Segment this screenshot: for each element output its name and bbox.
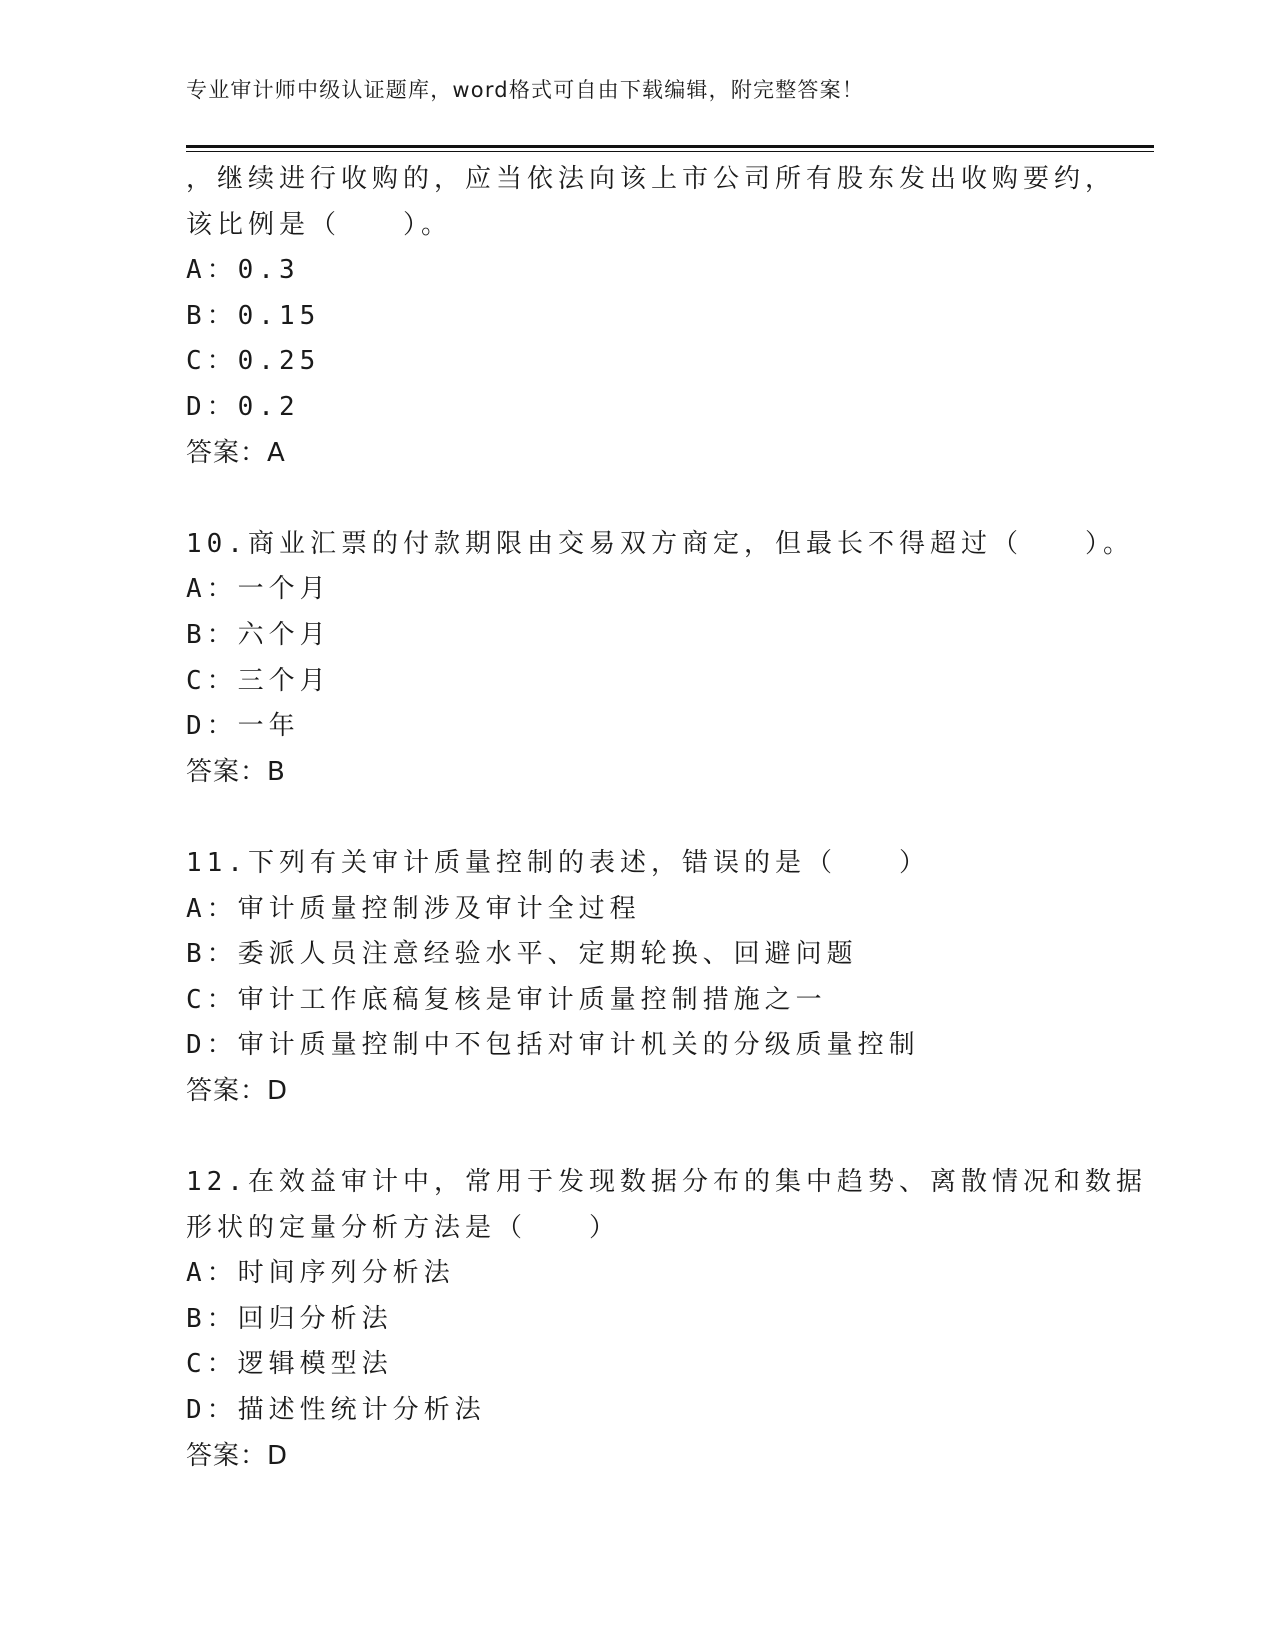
spacer — [186, 476, 1146, 522]
answer-label: 答案：A — [186, 437, 286, 468]
option-d: D：一年 — [186, 711, 300, 742]
option-c: C：审计工作底稿复核是审计质量控制措施之一 — [186, 984, 827, 1015]
question-text-line: 10.商业汇票的付款期限由交易双方商定，但最长不得超过（ ）。 — [186, 528, 1134, 559]
spacer — [186, 795, 1146, 841]
option-b: B：六个月 — [186, 619, 331, 650]
question-text-line: 形状的定量分析方法是（ ） — [186, 1212, 621, 1243]
option-a: A：时间序列分析法 — [186, 1258, 455, 1289]
option-d: D：审计质量控制中不包括对审计机关的分级质量控制 — [186, 1030, 920, 1061]
question-12 — [186, 1160, 1146, 1479]
page-header: 专业审计师中级认证题库，word格式可自由下载编辑，附完整答案！ — [186, 78, 865, 102]
option-a: A：审计质量控制涉及审计全过程 — [186, 893, 641, 924]
option-a: A：一个月 — [186, 574, 331, 605]
option-b: B：回归分析法 — [186, 1303, 393, 1334]
option-b: B：委派人员注意经验水平、定期轮换、回避问题 — [186, 939, 858, 970]
option-a: A：0.3 — [186, 255, 300, 286]
question-text-line: 12.在效益审计中，常用于发现数据分布的集中趋势、离散情况和数据 — [186, 1167, 1147, 1198]
question-list — [186, 157, 1146, 1479]
option-d: D：0.2 — [186, 391, 300, 422]
answer-label: 答案：D — [186, 1075, 289, 1106]
question-text-line: ，继续进行收购的，应当依法向该上市公司所有股东发出收购要约， — [186, 164, 1117, 194]
answer-label: 答案：D — [186, 1440, 289, 1471]
answer-label: 答案：B — [186, 756, 286, 787]
spacer — [186, 1114, 1146, 1160]
question-text-line: 该比例是（ ）。 — [186, 209, 453, 240]
option-b: B：0.15 — [186, 300, 321, 331]
option-c: C：0.25 — [186, 346, 321, 377]
question-10 — [186, 522, 1146, 796]
option-c: C：逻辑模型法 — [186, 1349, 393, 1380]
option-d: D：描述性统计分析法 — [186, 1395, 486, 1426]
option-c: C：三个月 — [186, 665, 331, 696]
header-rule-thick — [186, 145, 1154, 148]
question-text-line: 11.下列有关审计质量控制的表述，错误的是（ ） — [186, 847, 930, 878]
header-rule-thin — [186, 151, 1154, 152]
question-11 — [186, 841, 1146, 1115]
question-continued — [186, 157, 1146, 476]
